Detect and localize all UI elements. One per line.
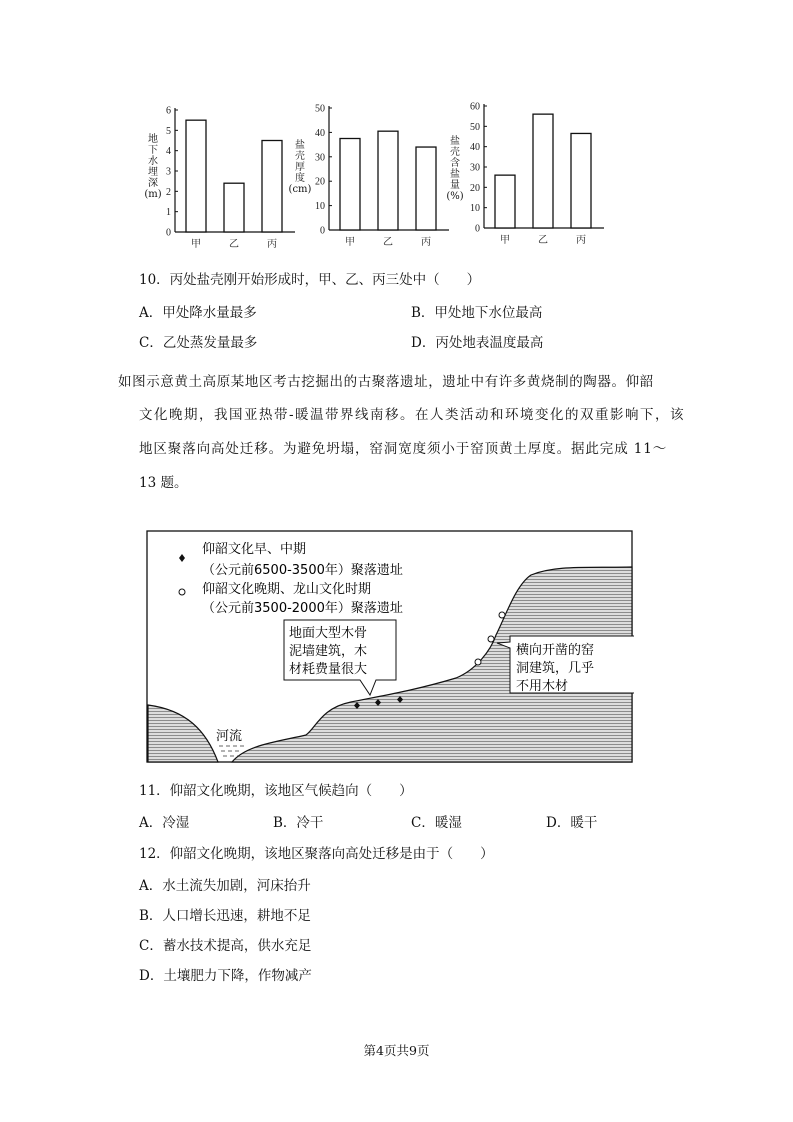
y-tick-label: 50 [470,121,480,133]
y-tick-label: 0 [475,223,480,235]
x-tick-label: 丙 [421,237,431,248]
y-tick-label: 20 [470,182,480,194]
chart2-ylabel: 盐壳厚度 (cm) [288,140,312,195]
y-tick-label: 10 [315,201,325,213]
q11-option-b: B．冷干 [273,815,324,831]
y-tick-label: 50 [315,103,325,115]
x-tick-label: 乙 [538,235,548,246]
y-tick-label: 30 [470,162,480,174]
x-tick-label: 甲 [191,239,201,250]
chart-salt-content [467,96,617,246]
bar-丙 [416,147,436,230]
y-tick-label: 40 [315,127,325,139]
chart-groundwater-depth [158,100,298,250]
page-footer: 第4页共9页 [363,1043,430,1058]
circle-legend-icon [179,589,185,595]
y-tick-label: 0 [166,227,171,239]
legend-late: 仰韶文化晚期、龙山文化时期 [202,582,372,597]
y-tick-label: 2 [166,186,171,198]
callout-cave-dwelling: 洞建筑，几乎 [516,661,595,676]
chart-salt-crust-thickness [312,98,462,248]
y-tick-label: 60 [470,101,480,113]
callout-cave-dwelling: 横向开凿的窑 [516,643,595,658]
bar-丙 [571,133,591,228]
q11-option-c: C．暖湿 [411,815,462,831]
x-tick-label: 丙 [576,235,586,246]
y-tick-label: 4 [166,146,171,158]
x-tick-label: 甲 [500,235,510,246]
q10-option-d: D．丙处地表温度最高 [411,335,544,351]
y-tick-label: 5 [166,125,171,137]
bar-甲 [340,139,360,231]
legend-early: 仰韶文化早、中期 [202,542,307,557]
settlement-diagram [146,530,634,764]
callout-wood-building: 地面大型木骨 [289,626,368,641]
q10-option-a: A．甲处降水量最多 [139,305,257,321]
q12-option-b: B．人口增长迅速，耕地不足 [139,908,311,924]
passage-line: 文化晚期，我国亚热带-暖温带界线南移。在人类活动和环境变化的双重影响下，该 [139,407,686,423]
bar-乙 [378,131,398,230]
bar-丙 [262,141,282,233]
q12-option-a: A．水土流失加剧，河床抬升 [139,878,311,894]
y-tick-label: 3 [166,166,171,178]
q11-stem: 11．仰韶文化晚期，该地区气候趋向（ ） [139,783,413,799]
q11-option-d: D．暖干 [546,815,598,831]
bar-乙 [224,183,244,232]
bar-乙 [533,114,553,228]
y-tick-label: 0 [320,225,325,237]
chart1-ylabel: 地下水埋深 (m) [144,134,162,200]
x-tick-label: 丙 [267,239,277,250]
bar-甲 [495,175,515,228]
y-tick-label: 10 [470,203,480,215]
y-tick-label: 20 [315,176,325,188]
chart3-ylabel: 盐壳含盐量 (%) [446,136,464,202]
q10-option-c: C．乙处蒸发量最多 [139,335,258,351]
q12-stem: 12．仰韶文化晚期，该地区聚落向高处迁移是由于（ ） [139,846,494,862]
callout-wood-building: 泥墙建筑，木 [289,644,368,659]
q12-option-d: D．土壤肥力下降，作物减产 [139,968,312,984]
legend-early-date: （公元前6500-3500年）聚落遗址 [202,563,403,578]
x-tick-label: 乙 [229,239,239,250]
passage-line: 如图示意黄土高原某地区考古挖掘出的古聚落遗址，遗址中有许多黄烧制的陶器。仰韶 [118,374,654,390]
q10-option-b: B．甲处地下水位最高 [411,305,543,321]
q12-option-c: C．蓄水技术提高，供水充足 [139,938,312,954]
q10-stem: 10．丙处盐壳刚开始形成时，甲、乙、丙三处中（ ） [139,272,481,288]
passage-line: 地区聚落向高处迁移。为避免坍塌，窑洞宽度须小于窑顶黄土厚度。据此完成 11～ [139,441,668,457]
callout-cave-dwelling: 不用木材 [516,679,569,694]
y-tick-label: 40 [470,142,480,154]
passage-line: 13 题。 [139,475,188,491]
callout-wood-building: 材耗费量很大 [289,662,368,677]
y-tick-label: 1 [166,207,171,219]
bar-甲 [186,120,206,232]
q11-option-a: A．冷湿 [139,815,190,831]
x-tick-label: 乙 [383,237,393,248]
x-tick-label: 甲 [345,237,355,248]
river-label: 河流 [216,729,243,744]
y-tick-label: 30 [315,152,325,164]
legend-late-date: （公元前3500-2000年）聚落遗址 [202,601,403,616]
y-tick-label: 6 [166,105,171,117]
